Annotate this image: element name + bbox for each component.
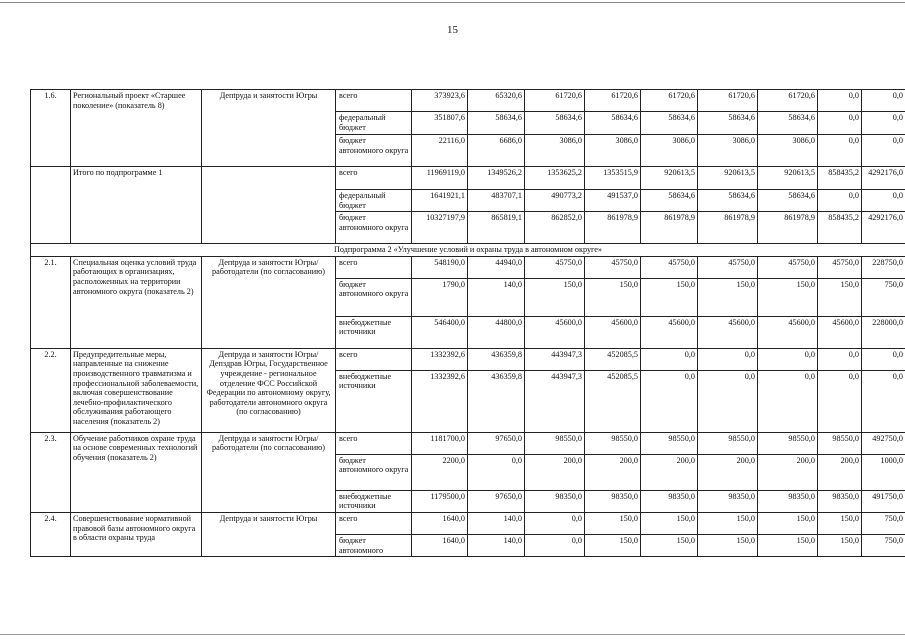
funding-source: бюджет автономного округа	[336, 454, 412, 490]
funding-source: бюджет автономного округа	[336, 212, 412, 244]
amount-cell: 45600,0	[758, 316, 818, 348]
measure-name: Региональный проект «Старшее поколение» (показатель 8)	[71, 90, 202, 167]
amount-cell: 4292176,0	[862, 212, 905, 244]
amount-cell: 98350,0	[698, 490, 758, 512]
amount-cell: 98350,0	[641, 490, 698, 512]
amount-cell: 58634,6	[641, 190, 698, 212]
table-row	[31, 512, 905, 534]
amount-cell: 150,0	[585, 512, 641, 534]
scan-bottom-edge	[0, 634, 905, 635]
amount-cell: 140,0	[468, 278, 525, 316]
amount-cell: 1353625,2	[525, 167, 585, 190]
amount-cell: 97650,0	[468, 432, 525, 454]
amount-cell: 45600,0	[698, 316, 758, 348]
amount-cell: 491537,0	[585, 190, 641, 212]
amount-cell: 150,0	[641, 512, 698, 534]
amount-cell: 45750,0	[525, 256, 585, 278]
amount-cell: 150,0	[818, 512, 862, 534]
amount-cell: 443947,3	[525, 348, 585, 370]
funding-source: бюджет автономного округа	[336, 278, 412, 316]
amount-cell: 150,0	[641, 278, 698, 316]
amount-cell: 436359,8	[468, 370, 525, 432]
amount-cell: 6686,0	[468, 135, 525, 167]
table-row	[31, 432, 905, 454]
executor: Депtруда и занятости Югры	[202, 90, 336, 167]
amount-cell: 1790,0	[412, 278, 468, 316]
amount-cell: 200,0	[698, 454, 758, 490]
amount-cell: 0,0	[862, 135, 905, 167]
amount-cell: 1353515,9	[585, 167, 641, 190]
amount-cell: 200,0	[818, 454, 862, 490]
amount-cell: 3086,0	[585, 135, 641, 167]
amount-cell: 58634,6	[585, 112, 641, 135]
amount-cell: 920613,5	[641, 167, 698, 190]
amount-cell: 0,0	[468, 454, 525, 490]
amount-cell: 140,0	[468, 512, 525, 534]
funding-source: бюджет автономного	[336, 534, 412, 556]
amount-cell: 861978,9	[698, 212, 758, 244]
amount-cell: 0,0	[698, 348, 758, 370]
amount-cell: 0,0	[525, 534, 585, 556]
amount-cell: 98550,0	[758, 432, 818, 454]
amount-cell: 2200,0	[412, 454, 468, 490]
amount-cell: 750,0	[862, 278, 905, 316]
amount-cell: 150,0	[585, 534, 641, 556]
executor: Депtруда и занятости Югры/Депздрав Югры, Государственное учреждение - региональное отделение ФСС Российской Федерации по автономному округу, работодатели автономного округа (по согласованию)	[202, 348, 336, 432]
amount-cell: 58634,6	[698, 190, 758, 212]
amount-cell: 61720,6	[525, 90, 585, 112]
amount-cell: 436359,8	[468, 348, 525, 370]
amount-cell: 150,0	[758, 278, 818, 316]
amount-cell: 920613,5	[758, 167, 818, 190]
financing-table	[30, 89, 905, 557]
amount-cell: 45750,0	[585, 256, 641, 278]
amount-cell: 98350,0	[818, 490, 862, 512]
amount-cell: 858435,2	[818, 167, 862, 190]
funding-source: всего	[336, 432, 412, 454]
amount-cell: 3086,0	[641, 135, 698, 167]
funding-source: всего	[336, 512, 412, 534]
funding-source: бюджет автономного округа	[336, 135, 412, 167]
row-number: 2.4.	[31, 512, 71, 556]
amount-cell: 0,0	[525, 512, 585, 534]
executor	[202, 167, 336, 244]
measure-name: Обучение работников охране труда на основе современных технологий обучения (показатель 2)	[71, 432, 202, 512]
amount-cell: 0,0	[862, 190, 905, 212]
executor: Депtруда и занятости Югры/работодатели (по согласованию)	[202, 432, 336, 512]
amount-cell: 1640,0	[412, 512, 468, 534]
amount-cell: 861978,9	[585, 212, 641, 244]
amount-cell: 150,0	[758, 534, 818, 556]
amount-cell: 58634,6	[758, 190, 818, 212]
amount-cell: 483707,1	[468, 190, 525, 212]
amount-cell: 750,0	[862, 534, 905, 556]
amount-cell: 98550,0	[525, 432, 585, 454]
funding-source: внебюджетные источники	[336, 370, 412, 432]
amount-cell: 45600,0	[818, 316, 862, 348]
measure-name: Предупредительные меры, направленные на снижение производственного травматизма и профессиональной заболеваемости, включая совершенствование лечебно-профилактического обслуживания работающего населения (показатель 2)	[71, 348, 202, 432]
amount-cell: 45750,0	[758, 256, 818, 278]
amount-cell: 150,0	[818, 278, 862, 316]
amount-cell: 140,0	[468, 534, 525, 556]
amount-cell: 61720,6	[641, 90, 698, 112]
amount-cell: 58634,6	[758, 112, 818, 135]
amount-cell: 228750,0	[862, 256, 905, 278]
subprogram-heading: Подпрограмма 2 «Улучшение условий и охраны труда в автономном округе»	[31, 244, 905, 257]
amount-cell: 45600,0	[641, 316, 698, 348]
amount-cell: 0,0	[698, 370, 758, 432]
amount-cell: 58634,6	[698, 112, 758, 135]
amount-cell: 0,0	[862, 370, 905, 432]
amount-cell: 58634,6	[468, 112, 525, 135]
row-number: 2.2.	[31, 348, 71, 432]
amount-cell: 861978,9	[641, 212, 698, 244]
amount-cell: 1640,0	[412, 534, 468, 556]
amount-cell: 546400,0	[412, 316, 468, 348]
amount-cell: 4292176,0	[862, 167, 905, 190]
amount-cell: 1179500,0	[412, 490, 468, 512]
amount-cell: 45750,0	[698, 256, 758, 278]
amount-cell: 58634,6	[525, 112, 585, 135]
amount-cell: 750,0	[862, 512, 905, 534]
funding-source: всего	[336, 256, 412, 278]
amount-cell: 98350,0	[525, 490, 585, 512]
funding-source: всего	[336, 167, 412, 190]
funding-source: внебюджетные источники	[336, 490, 412, 512]
amount-cell: 150,0	[698, 534, 758, 556]
amount-cell: 98550,0	[585, 432, 641, 454]
amount-cell: 1181700,0	[412, 432, 468, 454]
amount-cell: 22116,0	[412, 135, 468, 167]
measure-name: Специальная оценка условий труда работающих в организациях, расположенных на территории автономного округа (показатель 2)	[71, 256, 202, 348]
amount-cell: 1000,0	[862, 454, 905, 490]
amount-cell: 491750,0	[862, 490, 905, 512]
amount-cell: 10327197,9	[412, 212, 468, 244]
amount-cell: 0,0	[818, 135, 862, 167]
amount-cell: 490773,2	[525, 190, 585, 212]
amount-cell: 58634,6	[641, 112, 698, 135]
amount-cell: 200,0	[641, 454, 698, 490]
table-row	[31, 348, 905, 370]
amount-cell: 3086,0	[758, 135, 818, 167]
funding-source: внебюджетные источники	[336, 316, 412, 348]
amount-cell: 200,0	[758, 454, 818, 490]
amount-cell: 0,0	[818, 190, 862, 212]
amount-cell: 150,0	[698, 278, 758, 316]
amount-cell: 452085,5	[585, 348, 641, 370]
amount-cell: 443947,3	[525, 370, 585, 432]
amount-cell: 1332392,6	[412, 348, 468, 370]
amount-cell: 0,0	[862, 348, 905, 370]
page-number: 15	[447, 24, 458, 36]
amount-cell: 44800,0	[468, 316, 525, 348]
amount-cell: 45750,0	[641, 256, 698, 278]
table-row	[31, 256, 905, 278]
row-number	[31, 167, 71, 244]
funding-source: всего	[336, 348, 412, 370]
amount-cell: 150,0	[585, 278, 641, 316]
executor: Депtруда и занятости Югры/работодатели (по согласованию)	[202, 256, 336, 348]
amount-cell: 200,0	[585, 454, 641, 490]
amount-cell: 98550,0	[698, 432, 758, 454]
amount-cell: 150,0	[698, 512, 758, 534]
scan-top-edge	[0, 2, 905, 3]
amount-cell: 44940,0	[468, 256, 525, 278]
amount-cell: 61720,6	[758, 90, 818, 112]
amount-cell: 0,0	[862, 112, 905, 135]
amount-cell: 150,0	[641, 534, 698, 556]
amount-cell: 0,0	[818, 90, 862, 112]
amount-cell: 492750,0	[862, 432, 905, 454]
amount-cell: 452085,5	[585, 370, 641, 432]
amount-cell: 865819,1	[468, 212, 525, 244]
amount-cell: 150,0	[758, 512, 818, 534]
amount-cell: 228000,0	[862, 316, 905, 348]
amount-cell: 45600,0	[585, 316, 641, 348]
amount-cell: 3086,0	[525, 135, 585, 167]
amount-cell: 97650,0	[468, 490, 525, 512]
amount-cell: 98350,0	[585, 490, 641, 512]
measure-name: Итого по подпрограмме 1	[71, 167, 202, 244]
amount-cell: 0,0	[862, 90, 905, 112]
table-row	[31, 90, 905, 112]
subprogram-heading-row	[31, 244, 905, 257]
amount-cell: 61720,6	[585, 90, 641, 112]
amount-cell: 0,0	[758, 348, 818, 370]
amount-cell: 858435,2	[818, 212, 862, 244]
amount-cell: 98550,0	[641, 432, 698, 454]
amount-cell: 0,0	[641, 348, 698, 370]
measure-name: Совершенствование нормативной правовой базы автономного округа в области охраны труда	[71, 512, 202, 556]
amount-cell: 1641921,1	[412, 190, 468, 212]
amount-cell: 150,0	[818, 534, 862, 556]
amount-cell: 862852,0	[525, 212, 585, 244]
amount-cell: 548190,0	[412, 256, 468, 278]
amount-cell: 373923,6	[412, 90, 468, 112]
row-number: 2.3.	[31, 432, 71, 512]
amount-cell: 0,0	[641, 370, 698, 432]
amount-cell: 920613,5	[698, 167, 758, 190]
amount-cell: 0,0	[818, 348, 862, 370]
amount-cell: 61720,6	[698, 90, 758, 112]
row-number: 1.6.	[31, 90, 71, 167]
amount-cell: 200,0	[525, 454, 585, 490]
amount-cell: 3086,0	[698, 135, 758, 167]
table-row	[31, 167, 905, 190]
funding-source: федеральный бюджет	[336, 112, 412, 135]
amount-cell: 0,0	[758, 370, 818, 432]
amount-cell: 45750,0	[818, 256, 862, 278]
executor: Депtруда и занятости Югры	[202, 512, 336, 556]
funding-source: федеральный бюджет	[336, 190, 412, 212]
amount-cell: 0,0	[818, 370, 862, 432]
amount-cell: 11969119,0	[412, 167, 468, 190]
amount-cell: 0,0	[818, 112, 862, 135]
amount-cell: 1349526,2	[468, 167, 525, 190]
row-number: 2.1.	[31, 256, 71, 348]
amount-cell: 150,0	[525, 278, 585, 316]
amount-cell: 861978,9	[758, 212, 818, 244]
amount-cell: 45600,0	[525, 316, 585, 348]
amount-cell: 98550,0	[818, 432, 862, 454]
amount-cell: 98350,0	[758, 490, 818, 512]
funding-source: всего	[336, 90, 412, 112]
amount-cell: 1332392,6	[412, 370, 468, 432]
amount-cell: 351807,6	[412, 112, 468, 135]
amount-cell: 65320,6	[468, 90, 525, 112]
